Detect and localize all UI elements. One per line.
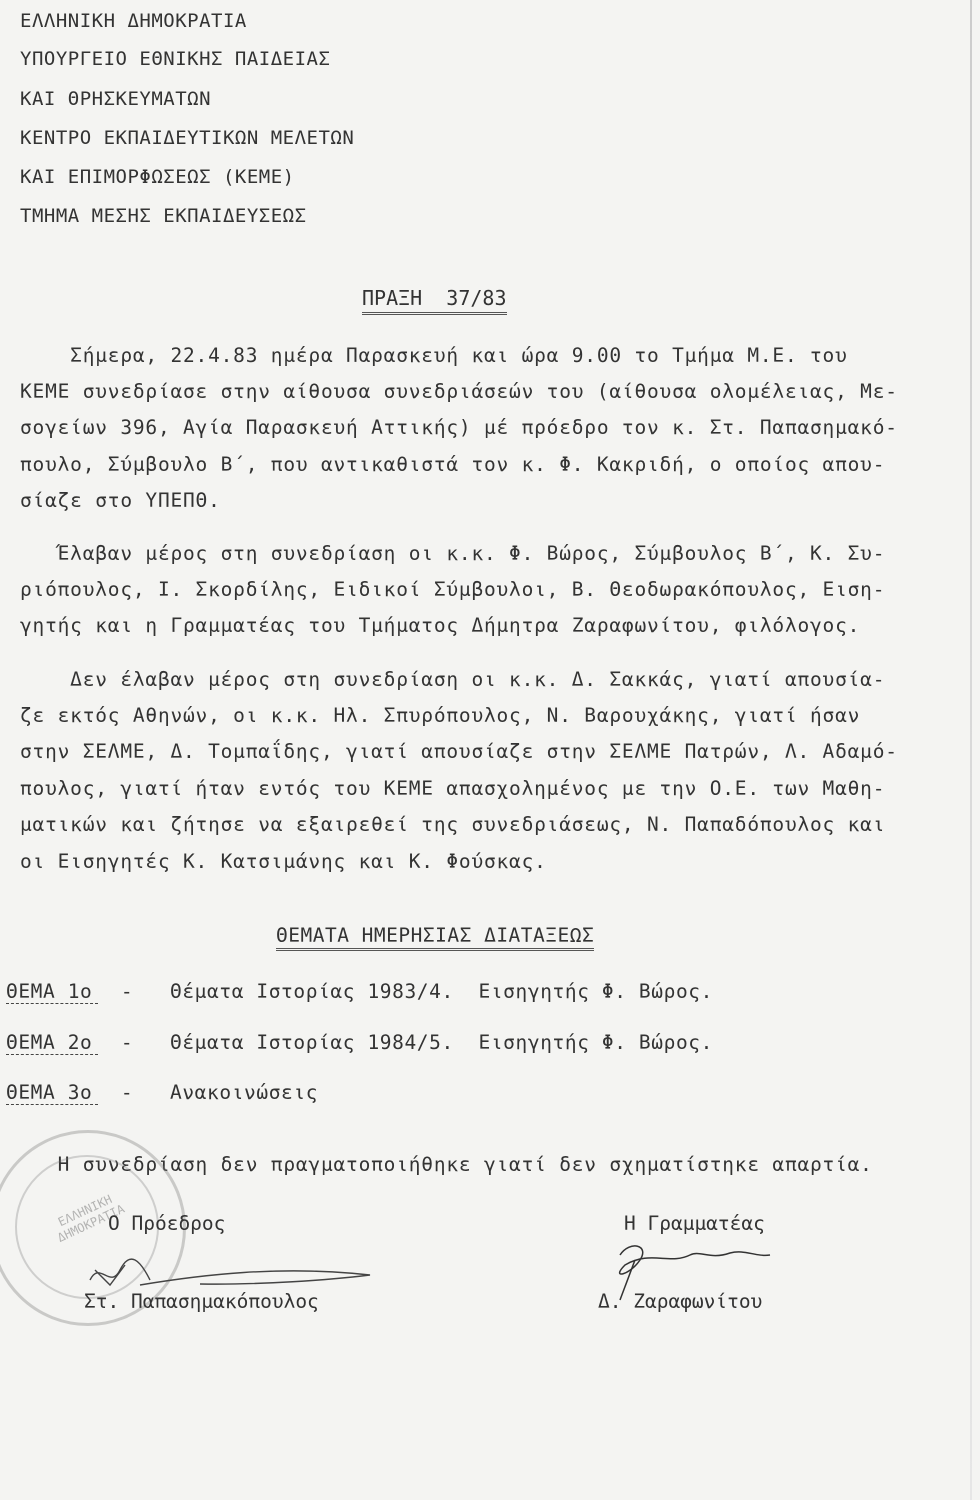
paragraph-1-line: σογείων 396, Αγία Παρασκευή Αττικής) μέ πρόεδρο τον κ. Στ. Παπασημακό- — [20, 416, 898, 439]
agenda-item-dash: - — [120, 1031, 134, 1054]
closing-statement: Η συνεδρίαση δεν πραγματοποιήθηκε γιατί δεν σχηματίστηκε απαρτία. — [20, 1153, 873, 1176]
right-signature-name: Δ. Ζαραφωνίτου — [598, 1290, 763, 1313]
paragraph-2-line: Έλαβαν μέρος στη συνεδρίαση οι κ.κ. Φ. Βώρος, Σύμβουλος Β΄, Κ. Συ- — [20, 542, 886, 565]
agenda-item-label: ΘΕΜΑ 2ο — [6, 1031, 98, 1055]
paragraph-1-line: πουλο, Σύμβουλο Β΄, που αντικαθιστά τον κ. Φ. Κακριδή, ο οποίος απου- — [20, 453, 886, 476]
agenda-item-text: Θέματα Ιστορίας 1984/5. Εισηγητής Φ. Βώρος. — [170, 1031, 713, 1054]
paragraph-1-line: Σήμερα, 22.4.83 ημέρα Παρασκευή και ώρα 9.00 το Τμήμα Μ.Ε. του — [20, 344, 848, 367]
document-title — [362, 286, 507, 310]
right-signature-title: Η Γραμματέας — [624, 1212, 765, 1235]
agenda-item-text: Θέματα Ιστορίας 1983/4. Εισηγητής Φ. Βώρος. — [170, 980, 713, 1003]
paragraph-3-line: ματικών και ζήτησε να εξαιρεθεί της συνεδριάσεως, Ν. Παπαδόπουλος και — [20, 813, 886, 836]
paragraph-3-line: Δεν έλαβαν μέρος στη συνεδρίαση οι κ.κ. Δ. Σακκάς, γιατί απουσία- — [20, 668, 886, 691]
agenda-item-label: ΘΕΜΑ 1ο — [6, 980, 98, 1004]
agenda-item-label: ΘΕΜΑ 3ο — [6, 1081, 98, 1105]
left-signature-name: Στ. Παπασημακόπουλος — [84, 1290, 319, 1313]
paragraph-2-line: ριόπουλος, Ι. Σκορδίλης, Ειδικοί Σύμβουλοι, Β. Θεοδωρακόπουλος, Ειση- — [20, 578, 886, 601]
left-signature-title: Ο Πρόεδρος — [108, 1212, 226, 1235]
agenda-heading: ΘΕΜΑΤΑ ΗΜΕΡΗΣΙΑΣ ΔΙΑΤΑΞΕΩΣ — [276, 924, 594, 951]
paragraph-3-line: στην ΣΕΛΜΕ, Δ. Τομπαΐδης, γιατί απουσίαζε στην ΣΕΛΜΕ Πατρών, Λ. Αδαμό- — [20, 740, 898, 763]
header-line-4: ΚΕΝΤΡΟ ΕΚΠΑΙΔΕΥΤΙΚΩΝ ΜΕΛΕΤΩΝ — [20, 127, 355, 149]
header-line-2: ΥΠΟΥΡΓΕΙΟ ΕΘΝΙΚΗΣ ΠΑΙΔΕΙΑΣ — [20, 48, 331, 70]
paragraph-1-line: σίαζε στο ΥΠΕΠΘ. — [20, 489, 221, 512]
agenda-item-dash: - — [120, 980, 134, 1003]
agenda-item — [6, 1081, 318, 1105]
paragraph-3-line: πουλος, γιατί ήταν εντός του ΚΕΜΕ απασχολημένος με την Ο.Ε. των Μαθη- — [20, 777, 886, 800]
seal-text: ΕΛΛΗΝΙΚΗ ΔΗΜΟΚΡΑΤΙΑ — [55, 1192, 127, 1245]
header-line-1: ΕΛΛΗΝΙΚΗ ΔΗΜΟΚΡΑΤΙΑ — [20, 10, 247, 32]
paragraph-3-line: οι Εισηγητές Κ. Κατσιμάνης και Κ. Φούσκας. — [20, 850, 547, 873]
header-line-5: ΚΑΙ ΕΠΙΜΟΡΦΩΣΕΩΣ (ΚΕΜΕ) — [20, 166, 295, 188]
header-line-3: ΚΑΙ ΘΡΗΣΚΕΥΜΑΤΩΝ — [20, 88, 212, 110]
paragraph-1-line: ΚΕΜΕ συνεδρίασε στην αίθουσα συνεδριάσεών του (αίθουσα ολομέλειας, Με- — [20, 380, 898, 403]
agenda-item-dash: - — [120, 1081, 134, 1104]
agenda-item-text: Ανακοινώσεις — [170, 1081, 319, 1104]
title-text: ΠΡΑΞΗ 37/83 — [362, 286, 507, 315]
agenda-item — [6, 980, 713, 1004]
header-line-6: ΤΜΗΜΑ ΜΕΣΗΣ ΕΚΠΑΙΔΕΥΣΕΩΣ — [20, 205, 307, 227]
agenda-item — [6, 1031, 713, 1055]
paragraph-3-line: ζε εκτός Αθηνών, οι κ.κ. Ηλ. Σπυρόπουλος, Ν. Βαρουχάκης, γιατί ήσαν — [20, 704, 861, 727]
scan-edge-shadow — [970, 0, 972, 1500]
paragraph-2-line: γητής και η Γραμματέας του Τμήματος Δήμητρα Ζαραφωνίτου, φιλόλογος. — [20, 614, 861, 637]
